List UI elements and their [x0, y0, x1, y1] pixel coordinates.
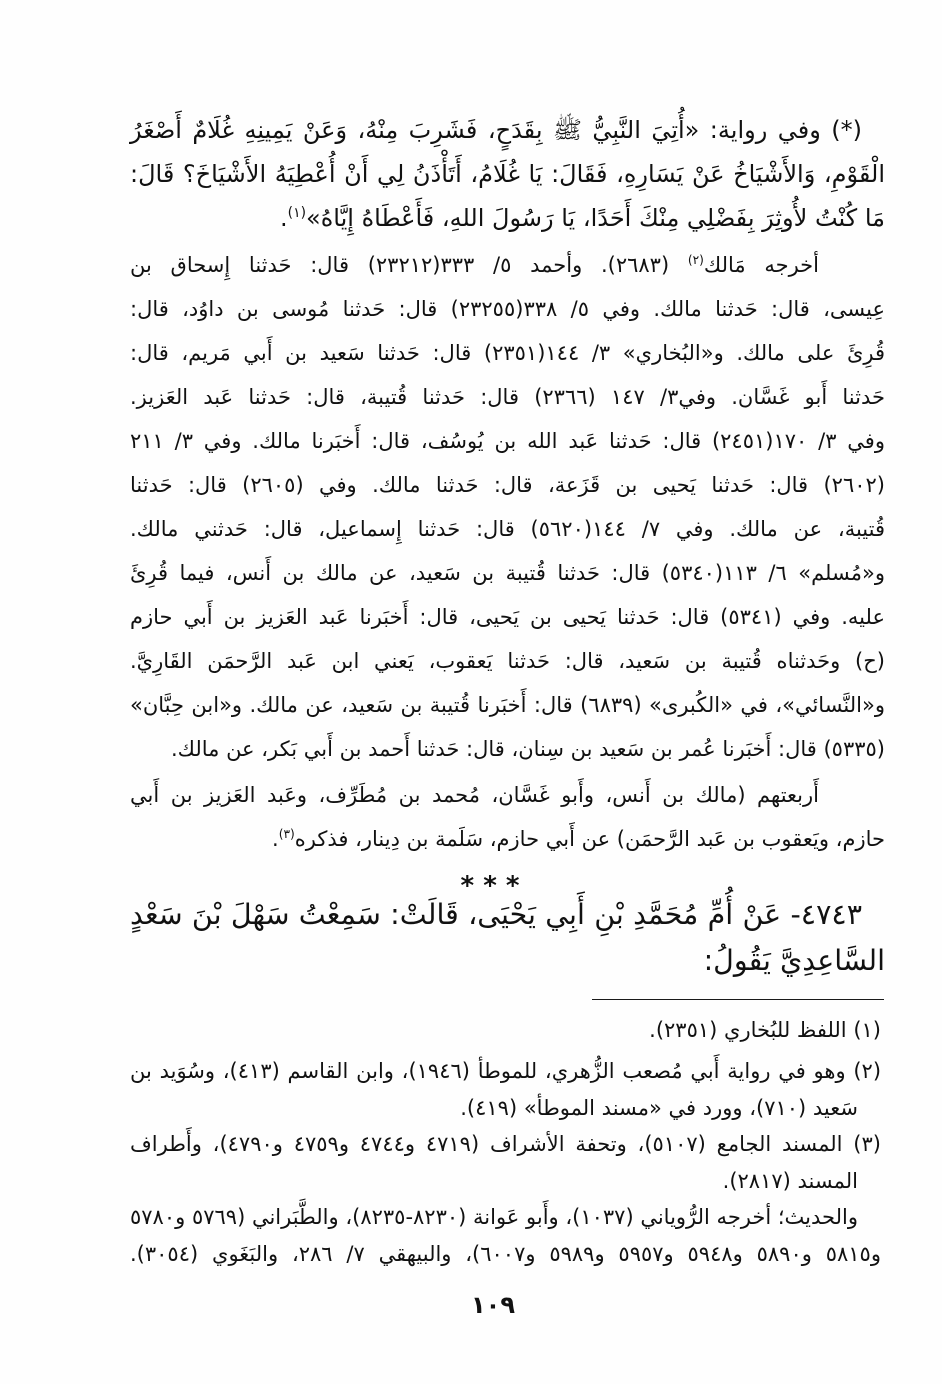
takhrij-line-text: (٢٦٨٣). وأحمد ٥/ ٣٣٣(٢٣٢١٢) قال: حَدثنا إِسحاق بن	[130, 253, 688, 277]
footnote-line: (٢) وهو في رواية أَبي مُصعب الزُّهري، للموطأ (١٩٤٦)، وابن القاسم (٤١٣)، وسُوَيد بن	[130, 1059, 882, 1083]
takhrij-line: قُرِئَ على مالك. و«البُخاري» ٣/ ١٤٤(٢٣٥١) قال: حَدثنا سَعيد بن أَبي مَريم، قال:	[130, 341, 886, 365]
section-separator-asterisks: * * *	[460, 871, 520, 901]
narrators-summary-paragraph	[130, 773, 885, 861]
footnote-reference: (٣)	[278, 827, 295, 841]
footnote-1	[130, 1011, 885, 1049]
takhrij-line: حَدثنا أَبو غَسَّان. وفي٣/ ١٤٧ (٢٣٦٦) قال: حَدثنا قُتيبة، قال: حَدثنا عَبد العَزيز.	[130, 385, 885, 409]
takhrij-line: وفي ٣/ ١٧٠(٢٤٥١) قال: حَدثنا عَبد الله بن يُوسُف، قال: أَخبَرنا مالك. وفي ٣/ ٢١١	[130, 429, 885, 453]
hadith-heading-line: السَّاعِدِيَّ يَقُولُ:	[703, 944, 885, 977]
takhrij-line: أَربعتهم (مالك بن أَنس، وأَبو غَسَّان، مُحمد بن مُطَرِّف، وعَبد العَزيز بن أَبي	[130, 783, 819, 807]
line-end-punctuation: .	[272, 827, 279, 851]
hadith-line	[130, 196, 885, 240]
takhrij-line: عِيسى، قال: حَدثنا مالك. وفي ٥/ ٣٣٨(٢٣٢٥٥) قال: حَدثنا مُوسى بن داوُد، قال:	[130, 297, 886, 321]
page-number: ١٠٩	[471, 1291, 515, 1319]
takhrij-line	[130, 243, 885, 287]
line-end-punctuation: .	[280, 204, 288, 232]
hadith-line: (*) وفي رواية: «أُتِيَ النَّبِيُّ ﷺ بِقَدَحٍ، فَشَرِبَ مِنْهُ، وَعَنْ يَمِينِهِ غُلَامٌ أَصْغَرُ	[130, 116, 862, 144]
takhrij-line: (٢٦٠٢) قال: حَدثنا يَحيى بن قَزَعة، قال: حَدثنا مالك. وفي (٢٦٠٥) قال: حَدثنا	[130, 473, 885, 497]
next-hadith-heading	[130, 892, 885, 984]
hadith-variant-text	[130, 108, 885, 240]
hadith-heading-line: ٤٧٤٣- عَنْ أُمِّ مُحَمَّدِ بْنِ أَبِي يَحْيَى، قَالَتْ: سَمِعْتُ سَهْلَ بْنَ سَعْدٍ	[130, 898, 862, 931]
footnote-line: المسند (٢٨١٧).	[722, 1169, 858, 1193]
hadith-line-text: مَا كُنْتُ لأُوثِرَ بِفَضْلِي مِنْكَ أَحَدًا، يَا رَسُولَ اللهِ، فَأَعْطَاهُ إِيَّاهُ»	[306, 204, 885, 232]
takhrij-paragraph	[130, 243, 885, 771]
takhrij-line-text: أخرجه مَالك	[703, 253, 819, 277]
footnote-line: (٣) المسند الجامع (٥١٠٧)، وتحفة الأشراف (٤٧١٩ و٤٧٤٤ و٤٧٥٩ و٤٧٩٠)، وأَطراف	[130, 1132, 881, 1156]
takhrij-line: و«مُسلم» ٦/ ١١٣(٥٣٤٠) قال: حَدثنا قُتيبة بن سَعيد، عن مالك بن أَنس، فيما قُرِئَ	[130, 561, 885, 585]
footnote-divider	[592, 999, 884, 1000]
hadith-line: الْقَوْمِ، وَالأَشْيَاخُ عَنْ يَسَارِهِ، فَقَالَ: يَا غُلَامُ، أَتَأْذَنُ لِي أَنْ أُعْطِيَهُ الأَشْيَاخَ؟ قَالَ:	[130, 160, 885, 188]
takhrij-line: و«النَّسائي»، في «الكُبرى» (٦٨٣٩) قال: أَخبَرنا قُتيبة بن سَعيد، عن مالك. و«ابن حِبَّان»	[130, 693, 885, 717]
takhrij-line: (٥٣٣٥) قال: أَخبَرنا عُمر بن سَعيد بن سِنان، قال: حَدثنا أَحمد بن أَبي بَكر، عن مالك.	[170, 737, 885, 761]
takhrij-line: (ح) وحَدثناه قُتيبة بن سَعيد، قال: حَدثنا يَعقوب، يَعني ابن عَبد الرَّحمَن القَارِيَّ.	[130, 649, 885, 673]
footnote-3-continued	[130, 1199, 885, 1273]
footnote-line: (١) اللفظ للبُخاري (٢٣٥١).	[649, 1018, 881, 1042]
footnote-line: والحديث؛ أخرجه الرُّوياني (١٠٣٧)، وأَبو عَوانة (٨٢٣٠-٨٢٣٥)، والطَّبَراني (٥٧٦٩ و٥٧٨٠	[130, 1205, 858, 1229]
footnote-line: سَعيد (٧١٠)، وورد في «مسند الموطأ» (٤١٩).	[460, 1096, 858, 1120]
takhrij-line: عليه. وفي (٥٣٤١) قال: حَدثنا يَحيى بن يَحيى، قال: أَخبَرنا عَبد العَزيز بن أَبي حازم	[130, 605, 885, 629]
takhrij-line: قُتيبة، عن مالك. وفي ٧/ ١٤٤(٥٦٢٠) قال: حَدثنا إِسماعيل، قال: حَدثني مالك.	[130, 517, 885, 541]
footnote-reference: (٢)	[687, 253, 704, 267]
footnote-3	[130, 1126, 885, 1200]
footnote-reference: (١)	[287, 205, 307, 221]
footnote-line: و٥٨١٥ و٥٨٩٠ و٥٩٤٨ و٥٩٥٧ و٥٩٨٩ و٦٠٠٧)، والبيهقي ٧/ ٢٨٦، والبَغَوي (٣٠٥٤).	[130, 1242, 881, 1266]
takhrij-line-text: حازم، ويَعقوب بن عَبد الرَّحمَن) عن أَبي حازم، سَلَمة بن دِينار، فذكره	[294, 827, 885, 851]
takhrij-line	[130, 817, 885, 861]
footnote-2	[130, 1053, 885, 1127]
